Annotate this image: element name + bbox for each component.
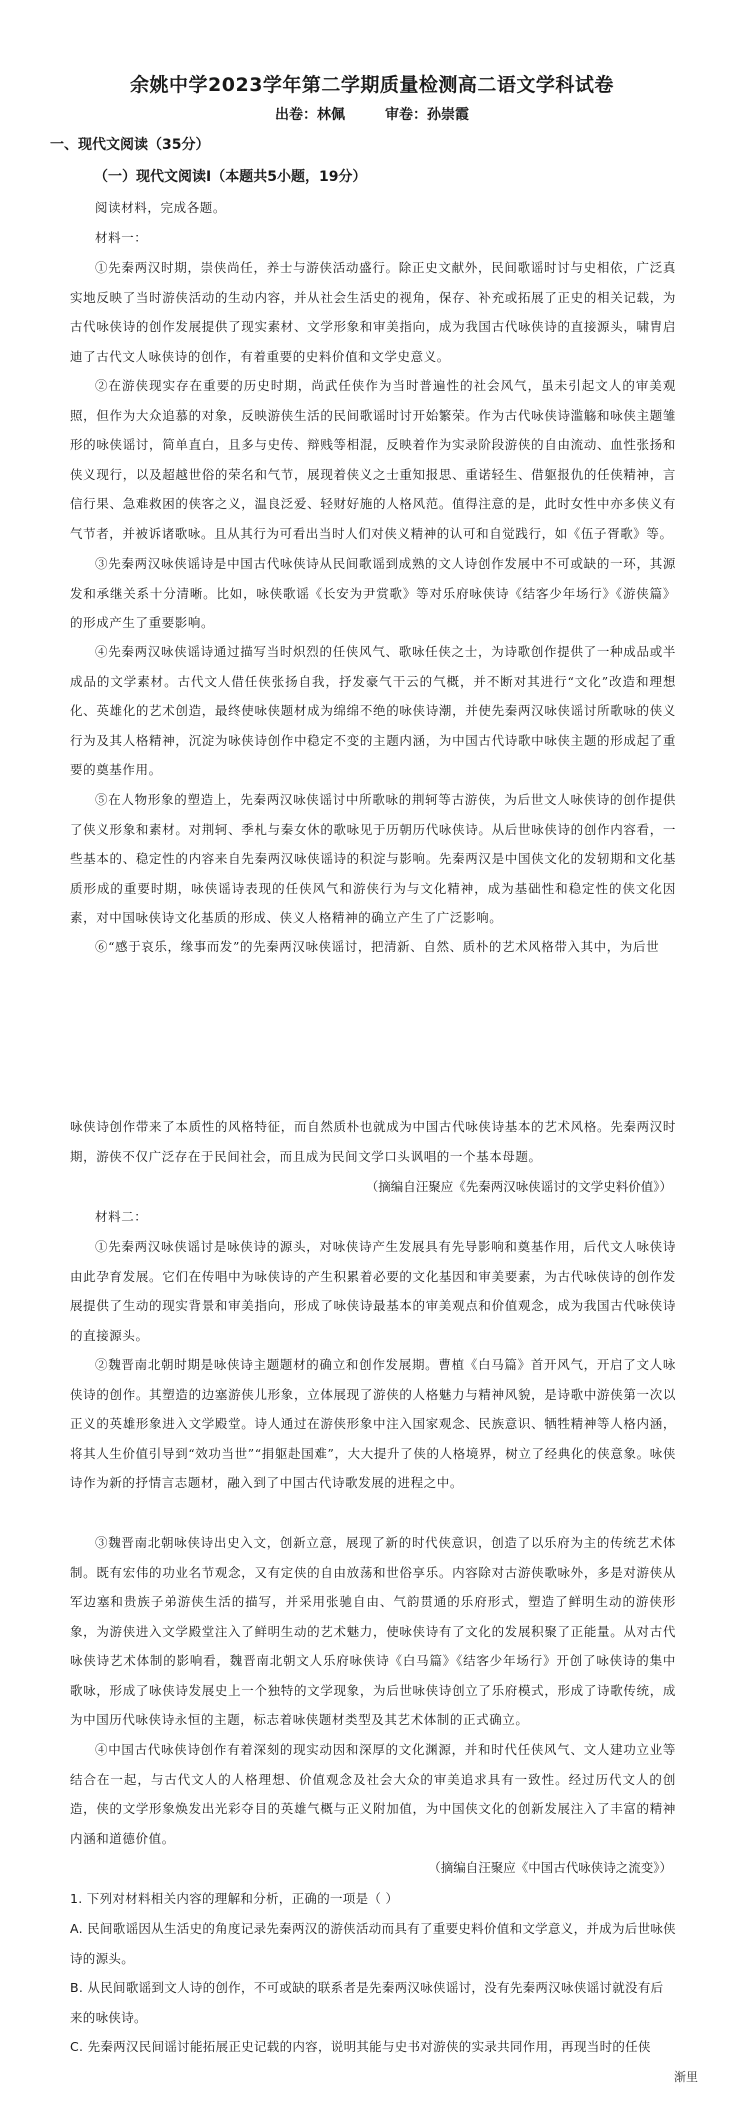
question-1-option-c: C. 先秦两汉民间谣讨能拓展正史记载的内容，说明其能与史书对游侠的实录共同作用，再现当时的任侠 [70,2039,651,2054]
material2-paragraph-1: ①先秦两汉咏侠谣讨是咏侠诗的源头，对咏侠诗产生发展具有先导影响和奠基作用，后代文人咏侠诗由此孕育发展。它们在传唱中为咏侠诗的产生积累着必要的文化基因和审美要素，为古代咏侠诗的创作发展提供了生动的现实背景和审美指向，形成了咏侠诗最基本的审美观点和价值观念，成为我国古代咏侠诗的直接源头。 [70,1239,676,1343]
material2-label: 材料二： [95,1209,148,1224]
page-footer: 渐里 [673,2070,698,2084]
material1-source: （摘编自汪聚应《先秦两汉咏侠谣讨的文学史料价值》） [365,1179,672,1194]
material2-paragraph-4: ④中国古代咏侠诗创作有着深刻的现实动因和深厚的文化渊源，并和时代任侠风气、文人建功立业等结合在一起，与古代文人的人格理想、价值观念及社会大众的审美追求具有一致性。经过历代文人的创造，侠的文学形象焕发出光彩夺目的英雄气概与正义附加值，为中国侠文化的创新发展注入了丰富的精神内涵和道德价值。 [70,1742,676,1846]
material2-paragraph-2: ②魏晋南北朝时期是咏侠诗主题题材的确立和创作发展期。曹植《白马篇》首开风气，开启了文人咏侠诗的创作。其塑造的边塞游侠儿形象，立体展现了游侠的人格魅力与精神风貌，是诗歌中游侠第一次以正义的英雄形象进入文学殿堂。诗人通过在游侠形象中注入国家观念、民族意识、牺牲精神等人格内涵，将其人生价值引导到“效功当世”“捐躯赴国难”，大大提升了侠的人格境界，树立了经典化的侠意象。咏侠诗作为新的抒情言志题材，融入到了中国古代诗歌发展的进程之中。 [70,1357,676,1490]
question-1-option-b: B. 从民间歌谣到文人诗的创作，不可或缺的联系者是先秦两汉咏侠谣讨，没有先秦两汉咏侠谣讨就没有后来的咏侠诗。 [70,1980,664,2025]
material1-paragraph-1: ①先秦两汉时期，崇侠尚任，养士与游侠活动盛行。除正史文献外，民间歌谣时讨与史相依，广泛真实地反映了当时游侠活动的生动内容，并从社会生活史的视角，保存、补充或拓展了正史的相关记载，为古代咏侠诗的创作发展提供了现实素材、文学形象和审美指向，成为我国古代咏侠诗的直接源头，啸胄启迪了古代文人咏侠诗的创作，有着重要的史料价值和文学史意义。 [70,260,676,364]
question-1-option-a: A. 民间歌谣因从生活史的角度记录先秦两汉的游侠活动而具有了重要史料价值和文学意义，并成为后世咏侠诗的源头。 [70,1921,676,1966]
material2-paragraph-3: ③魏晋南北朝咏侠诗出史入文，创新立意，展现了新的时代侠意识，创造了以乐府为主的传统艺术体制。既有宏伟的功业名节观念，又有定侠的自由放荡和世俗享乐。内容除对古游侠歌咏外，多是对游侠从军边塞和贵族子弟游侠生活的描写，并采用张驰自由、气韵贯通的乐府形式，塑造了鲜明生动的游侠形象，为游侠进入文学殿堂注入了鲜明生动的艺术魅力，使咏侠诗有了文化的发展积聚了正能量。从对古代咏侠诗艺术体制的影响看，魏晋南北朝文人乐府咏侠诗《白马篇》《结客少年场行》开创了咏侠诗的集中歌咏，形成了咏侠诗发展史上一个独特的文学现象，为后世咏侠诗创立了乐府模式，形成了诗歌传统，成为中国历代咏侠诗永恒的主题，标志着咏侠题材类型及其艺术体制的正式确立。 [70,1535,676,1727]
question-1-stem: 1. 下列对材料相关内容的理解和分析，正确的一项是（ ） [70,1891,399,1906]
material1-paragraph-2: ②在游侠现实存在重要的历史时期，尚武任侠作为当时普遍性的社会风气，虽未引起文人的审美观照，但作为大众追慕的对象，反映游侠生活的民间歌谣时讨开始繁荣。作为古代咏侠诗滥觞和咏侠主题雏形的咏侠谣讨，简单直白，且多与史传、辩贱等相混，反映着作为实录阶段游侠的自由流动、血性张扬和侠义现行，以及超越世俗的荣名和气节，展现着侠义之士重知报思、重诺轻生、借躯报仇的任侠精神，言信行果、急难救困的侠客之义，温良泛爱、轻财好施的人格风范。值得注意的是，此时女性中亦多侠义有气节者，并被诉诸歌咏。且从其行为可看出当时人们对侠义精神的认可和自觉践行，如《伍子胥歌》等。 [70,378,676,541]
material1-paragraph-6-continued: 咏侠诗创作带来了本质性的风格特征，而自然质朴也就成为中国古代咏侠诗基本的艺术风格。先秦两汉时期，游侠不仅广泛存在于民间社会，而且成为民间文学口头讽唱的一个基本母题。 [70,1119,676,1164]
material1-label: 材料一： [95,230,148,245]
subsection-heading: （一）现代文阅读Ⅰ（本题共5小题，19分） [94,169,367,185]
exam-title: 余姚中学2023学年第二学期质量检测高二语文学科试卷 [130,74,614,96]
instruction-text: 阅读材料，完成各题。 [95,200,227,215]
material1-paragraph-6: ⑥“感于哀乐，缘事而发”的先秦两汉咏侠谣讨，把清新、自然、质朴的艺术风格带入其中，为后世 [95,939,660,954]
material2-source: （摘编自汪聚应《中国古代咏侠诗之流变》） [428,1860,672,1875]
material1-paragraph-4: ④先秦两汉咏侠谣诗通过描写当时炽烈的任侠风气、歌咏任侠之士，为诗歌创作提供了一种成品或半成品的文学素材。古代文人借任侠张扬自我，抒发豪气干云的气概，并不断对其进行“文化”改造和理想化、英雄化的艺术创造，最终使咏侠题材成为绵绵不绝的咏侠诗潮，并使先秦两汉咏侠谣讨所歌咏的侠义行为及其人格精神，沉淀为咏侠诗创作中稳定不变的主题内涵，为中国古代诗歌中咏侠主题的形成起了重要的奠基作用。 [70,644,676,777]
exam-credits [0,104,744,124]
section-heading: 一、现代文阅读（35分） [50,137,210,153]
author-credit: 出卷：林佩 [275,107,345,123]
reviewer-credit: 审卷：孙崇霞 [385,107,469,123]
material1-paragraph-5: ⑤在人物形象的塑造上，先秦两汉咏侠谣讨中所歌咏的荆轲等古游侠，为后世文人咏侠诗的创作提供了侠义形象和素材。对荆轲、季札与秦女休的歌咏见于历朝历代咏侠诗。从后世咏侠诗的创作内容看，一些基本的、稳定性的内容来自先秦两汉咏侠谣诗的积淀与影响。先秦两汉是中国侠文化的发轫期和文化基质形成的重要时期，咏侠谣诗表现的任侠风气和游侠行为与文化精神，成为基础性和稳定性的侠文化因素，对中国咏侠诗文化基质的形成、侠义人格精神的确立产生了广泛影响。 [70,792,676,925]
material1-paragraph-3: ③先秦两汉咏侠谣诗是中国古代咏侠诗从民间歌谣到成熟的文人诗创作发展中不可或缺的一环，其源发和承继关系十分清晰。比如，咏侠歌谣《长安为尹赏歌》等对乐府咏侠诗《结客少年场行》《游侠篇》的形成产生了重要影响。 [70,556,676,630]
